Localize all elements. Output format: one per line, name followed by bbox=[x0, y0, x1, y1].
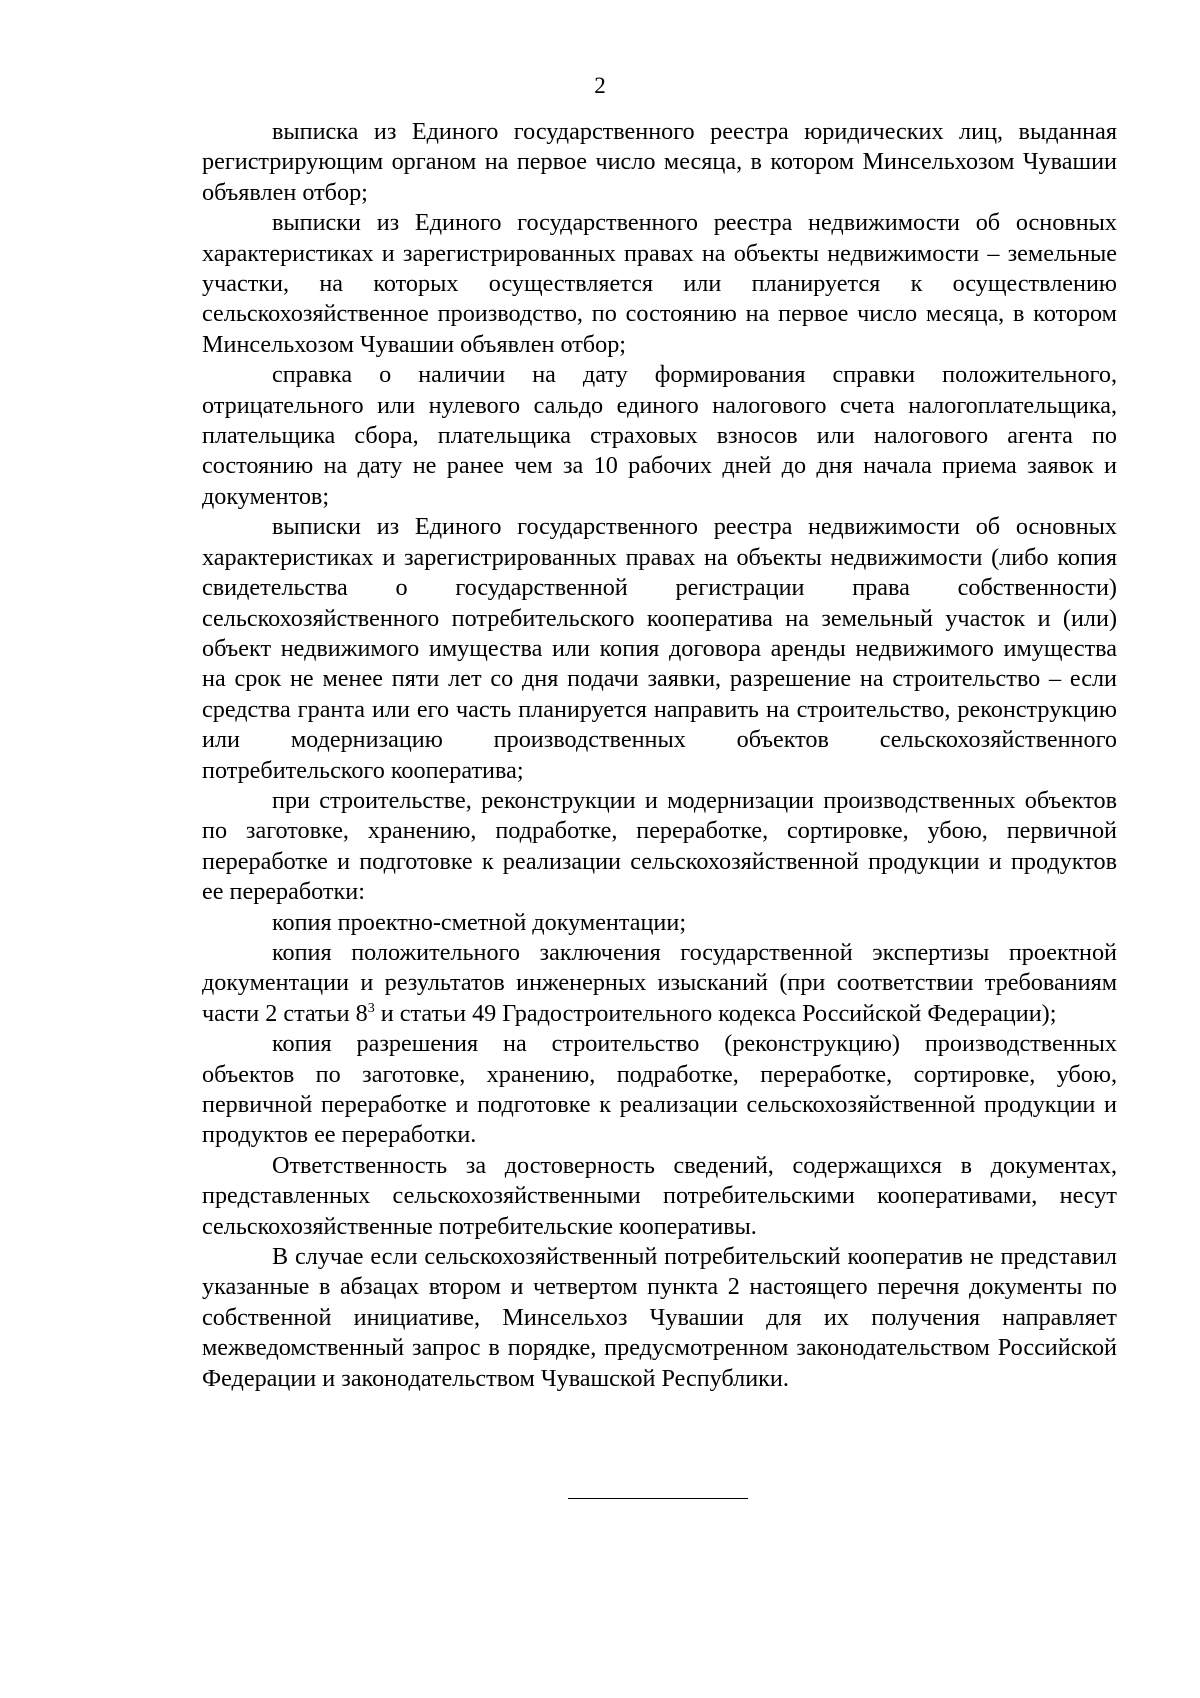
paragraph-construction-permit: копия разрешения на строительство (реконструкцию) производственных объектов по заготовке, хранению, подработке, переработке, сортировке, убою, первичной переработке и подготовке к реализации сельскохозяйственной продукции и продуктов ее переработки. bbox=[202, 1030, 1117, 1149]
closing-rule-line bbox=[568, 1498, 748, 1499]
paragraph-egrn-land-extract: выписки из Единого государственного реестра недвижимости об основных характеристиках и зарегистрированных правах на объекты недвижимости – земельные участки, на которых осуществляется или планируется к осуществлению сельскохозяйственное производство, по состоянию на первое число месяца, в котором Минсельхозом Чувашии объявлен отбор; bbox=[202, 209, 1117, 358]
paragraph-tax-balance-certificate: справка о наличии на дату формирования справки положительного, отрицательного или нулевого сальдо единого налогового счета налогоплательщика, плательщика сбора, плательщика страховых взносов или налогового агента по состоянию на дату не ранее чем за 10 рабочих дней до дня начала приема заявок и документов; bbox=[202, 361, 1117, 510]
paragraph-interagency-request: В случае если сельскохозяйственный потребительский кооператив не представил указанные в абзацах втором и четвертом пункта 2 настоящего перечня документы по собственной инициативе, Минсельхоз Чувашии для их получения направляет межведомственный запрос в порядке, предусмотренном законодательством Российской Федерации и законодательством Чувашской Республики. bbox=[202, 1243, 1117, 1392]
expertise-text-after: и статьи 49 Градостроительного кодекса Российской Федерации); bbox=[374, 999, 1057, 1027]
paragraph-expertise-conclusion bbox=[202, 938, 1117, 1029]
paragraph-egrul-extract: выписка из Единого государственного реестра юридических лиц, выданная регистрирующим органом на первое число месяца, в котором Минсельхозом Чувашии объявлен отбор; bbox=[202, 118, 1117, 206]
paragraph-egrn-property-extract: выписки из Единого государственного реестра недвижимости об основных характеристиках и зарегистрированных правах на объекты недвижимости (либо копия свидетельства о государственной регистрации права собственности) сельскохозяйственного потребительского кооператива на земельный участок и (или) объект недвижимого имущества или копия договора аренды недвижимого имущества на срок не менее пяти лет со дня подачи заявки, разрешение на строительство – если средства гранта или его часть планируется направить на строительство, реконструкцию или модернизацию производственных объектов сельскохозяйственного потребительского кооператива; bbox=[202, 513, 1117, 784]
document-body bbox=[202, 117, 1117, 1394]
paragraph-project-documentation: копия проектно-сметной документации; bbox=[272, 908, 687, 936]
superscript-article-index: 3 bbox=[367, 1000, 375, 1016]
paragraph-responsibility: Ответственность за достоверность сведений, содержащихся в документах, представленных сельскохозяйственными потребительскими кооперативами, несут сельскохозяйственные потребительские кооперативы. bbox=[202, 1151, 1117, 1240]
page-number: 2 bbox=[594, 73, 606, 98]
paragraph-construction-intro: при строительстве, реконструкции и модернизации производственных объектов по заготовке, хранению, подработке, переработке, сортировке, убою, первичной переработке и подготовке к реализации сельскохозяйственной продукции и продуктов ее переработки: bbox=[202, 786, 1117, 906]
expertise-text-before: копия положительного заключения государственной экспертизы проектной документации и результатов инженерных изысканий (при соответствии требованиям части 2 статьи 8 bbox=[202, 938, 1117, 1027]
